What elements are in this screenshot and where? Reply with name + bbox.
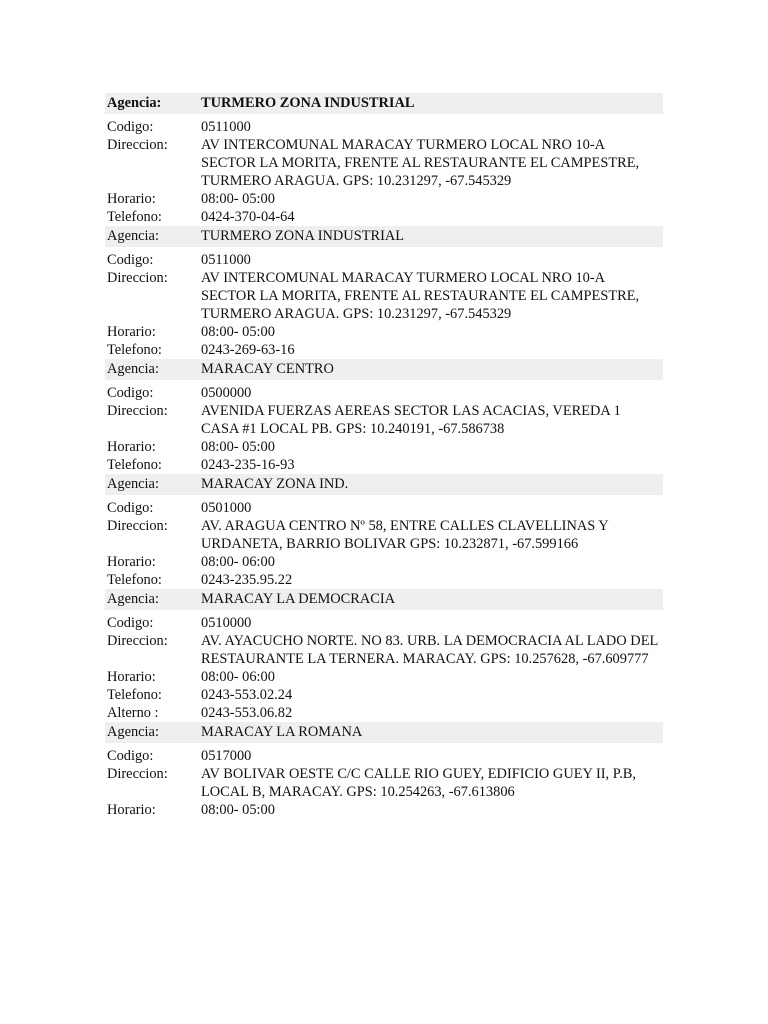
agency-label: Agencia:: [107, 591, 159, 607]
agency-listing: [105, 93, 663, 819]
agency-header-row: [105, 722, 663, 743]
direccion-value: AV. AYACUCHO NORTE. NO 83. URB. LA DEMOCRACIA AL LADO DEL RESTAURANTE LA TERNERA. MARACAY. GPS: 10.257628, -67.609777: [201, 633, 658, 667]
field-label: Alterno :: [107, 705, 159, 721]
agency-name: MARACAY LA ROMANA: [201, 724, 363, 740]
telefono-value: 0243-553.02.24: [201, 687, 293, 703]
telefono-row: [105, 208, 663, 226]
field-label: Direccion:: [107, 270, 168, 286]
codigo-row: [105, 251, 663, 269]
direccion-value: AVENIDA FUERZAS AEREAS SECTOR LAS ACACIAS, VEREDA 1 CASA #1 LOCAL PB. GPS: 10.240191, -67.586738: [201, 403, 621, 437]
telefono-value: 0243-235-16-93: [201, 457, 295, 473]
field-label: Codigo:: [107, 748, 154, 764]
direccion-row: [105, 765, 663, 801]
agency-label: Agencia:: [107, 724, 159, 740]
field-label: Direccion:: [107, 518, 168, 534]
direccion-row: [105, 402, 663, 438]
horario-row: [105, 323, 663, 341]
horario-value: 08:00- 06:00: [201, 554, 275, 570]
telefono-value: 0243-235.95.22: [201, 572, 293, 588]
field-label: Horario:: [107, 802, 156, 818]
codigo-value: 0501000: [201, 500, 252, 516]
codigo-value: 0511000: [201, 119, 251, 135]
field-label: Codigo:: [107, 119, 154, 135]
direccion-value: AV BOLIVAR OESTE C/C CALLE RIO GUEY, EDIFICIO GUEY II, P.B, LOCAL B, MARACAY. GPS: 10.254263, -67.613806: [201, 766, 636, 800]
field-label: Direccion:: [107, 403, 168, 419]
codigo-value: 0511000: [201, 252, 251, 268]
agency-header-row: [105, 359, 663, 380]
agency-label: Agencia:: [107, 95, 162, 111]
horario-row: [105, 801, 663, 819]
agency-header-row: [105, 474, 663, 495]
telefono-row: [105, 341, 663, 359]
field-label: Telefono:: [107, 457, 162, 473]
telefono-value: 0424-370-04-64: [201, 209, 295, 225]
horario-value: 08:00- 06:00: [201, 669, 275, 685]
codigo-row: [105, 384, 663, 402]
codigo-value: 0510000: [201, 615, 252, 631]
field-label: Horario:: [107, 554, 156, 570]
alterno-value: 0243-553.06.82: [201, 705, 293, 721]
horario-value: 08:00- 05:00: [201, 439, 275, 455]
direccion-value: AV. ARAGUA CENTRO Nº 58, ENTRE CALLES CLAVELLINAS Y URDANETA, BARRIO BOLIVAR GPS: 10.232871, -67.599166: [201, 518, 609, 552]
telefono-row: [105, 571, 663, 589]
telefono-row: [105, 456, 663, 474]
agency-header-row: [105, 93, 663, 114]
codigo-value: 0517000: [201, 748, 252, 764]
field-label: Telefono:: [107, 342, 162, 358]
horario-row: [105, 190, 663, 208]
direccion-value: AV INTERCOMUNAL MARACAY TURMERO LOCAL NRO 10-A SECTOR LA MORITA, FRENTE AL RESTAURANTE EL CAMPESTRE, TURMERO ARAGUA. GPS: 10.231297, -67.545329: [201, 270, 640, 322]
horario-value: 08:00- 05:00: [201, 802, 275, 818]
field-label: Horario:: [107, 669, 156, 685]
direccion-row: [105, 517, 663, 553]
agency-name: MARACAY CENTRO: [201, 361, 334, 377]
horario-row: [105, 668, 663, 686]
direccion-row: [105, 136, 663, 190]
codigo-value: 0500000: [201, 385, 252, 401]
agency-name: MARACAY LA DEMOCRACIA: [201, 591, 396, 607]
direccion-value: AV INTERCOMUNAL MARACAY TURMERO LOCAL NRO 10-A SECTOR LA MORITA, FRENTE AL RESTAURANTE EL CAMPESTRE, TURMERO ARAGUA. GPS: 10.231297, -67.545329: [201, 137, 640, 189]
field-label: Telefono:: [107, 209, 162, 225]
alterno-row: [105, 704, 663, 722]
agency-name: TURMERO ZONA INDUSTRIAL: [201, 95, 415, 111]
field-label: Codigo:: [107, 615, 154, 631]
field-label: Direccion:: [107, 137, 168, 153]
field-label: Codigo:: [107, 500, 154, 516]
codigo-row: [105, 118, 663, 136]
codigo-row: [105, 614, 663, 632]
agency-label: Agencia:: [107, 361, 159, 377]
field-label: Horario:: [107, 439, 156, 455]
telefono-row: [105, 686, 663, 704]
field-label: Codigo:: [107, 385, 154, 401]
field-label: Horario:: [107, 324, 156, 340]
field-label: Direccion:: [107, 766, 168, 782]
horario-value: 08:00- 05:00: [201, 191, 275, 207]
horario-row: [105, 438, 663, 456]
horario-value: 08:00- 05:00: [201, 324, 275, 340]
field-label: Telefono:: [107, 572, 162, 588]
agency-label: Agencia:: [107, 476, 159, 492]
codigo-row: [105, 499, 663, 517]
field-label: Telefono:: [107, 687, 162, 703]
agency-name: TURMERO ZONA INDUSTRIAL: [201, 228, 405, 244]
agency-name: MARACAY ZONA IND.: [201, 476, 349, 492]
codigo-row: [105, 747, 663, 765]
horario-row: [105, 553, 663, 571]
field-label: Codigo:: [107, 252, 154, 268]
agency-header-row: [105, 226, 663, 247]
agency-label: Agencia:: [107, 228, 159, 244]
field-label: Direccion:: [107, 633, 168, 649]
direccion-row: [105, 632, 663, 668]
agency-header-row: [105, 589, 663, 610]
direccion-row: [105, 269, 663, 323]
field-label: Horario:: [107, 191, 156, 207]
telefono-value: 0243-269-63-16: [201, 342, 295, 358]
